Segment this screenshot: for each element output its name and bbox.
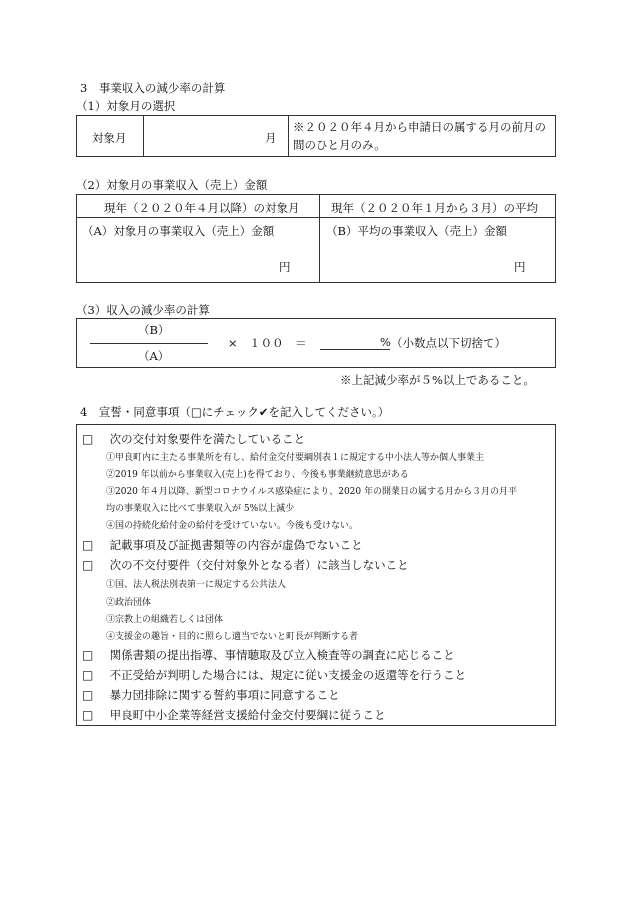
percent-input[interactable] <box>320 333 378 349</box>
checkbox-7[interactable]: □ <box>82 708 94 722</box>
oath-item-1-sub-3: ③2020 年４月以降、新型コロナウイルス感染症により、2020 年の開業日の属する月から３月の月平 <box>106 487 517 497</box>
section3-heading: 3 事業収入の減少率の計算 <box>80 81 226 95</box>
oath-item-1-sub-4: ④国の持続化給付金の給付を受けていない。今後も受けない。 <box>106 521 359 531</box>
subsection-target-month: （1）対象月の選択 <box>76 99 176 113</box>
checkbox-5[interactable]: □ <box>82 668 94 682</box>
percent-sign: % <box>380 335 391 349</box>
fraction-numerator: （B） <box>138 323 170 337</box>
multiply-100: × １００ ＝ <box>228 336 307 350</box>
checkbox-1[interactable]: □ <box>82 432 94 446</box>
oath-item-3-sub-3: ③宗教上の組織若しくは団体 <box>106 615 224 625</box>
oath-item-3-sub-2: ②政治団体 <box>106 598 152 608</box>
subsection-reduction: （3）収入の減少率の計算 <box>76 303 210 317</box>
oath-item-1-sub-3b: 均の事業収入に比べて事業収入が 5%以上減少 <box>106 504 295 514</box>
oath-item-1-text: 次の交付対象要件を満たしていること <box>109 432 306 446</box>
oath-item-7-text: 甲良町中小企業等経営支援給付金交付要綱に従うこと <box>109 708 386 722</box>
oath-item-3-text: 次の不交付要件（交付対象外となる者）に該当しないこと <box>109 558 409 572</box>
checkbox-3[interactable]: □ <box>82 558 94 572</box>
oath-item-6 <box>82 687 340 703</box>
rounding-note: （小数点以下切捨て） <box>391 336 506 350</box>
fraction-bar <box>90 343 208 344</box>
oath-item-3 <box>82 557 409 573</box>
revenue-a-input[interactable] <box>82 240 312 280</box>
revenue-a-yen: 円 <box>279 260 291 274</box>
oath-item-4-text: 関係書類の提出指導、事情聴取及び立入検査等の調査に応じること <box>109 648 455 662</box>
month-unit: 月 <box>265 131 277 145</box>
target-month-note-1: ※２０２０年４月から申請日の属する月の前月の <box>293 120 546 134</box>
subsection-revenue: （2）対象月の事業収入（売上）金額 <box>76 178 268 192</box>
oath-item-5 <box>82 667 466 683</box>
section4-heading: 4 宣誓・同意事項（□にチェック✔を記入してください。） <box>80 405 390 419</box>
oath-item-3-sub-1: ①国、法人税法別表第一に規定する公共法人 <box>106 580 287 590</box>
revenue-col2-header: 現年（２０２０年１月から３月）の平均 <box>331 201 538 215</box>
oath-item-1 <box>82 431 305 447</box>
oath-item-3-sub-4: ④支援金の趣旨・目的に照らし適当でないと町長が判断する者 <box>106 632 359 642</box>
checkbox-4[interactable]: □ <box>82 648 94 662</box>
oath-item-4 <box>82 647 455 663</box>
oath-item-2 <box>82 537 363 553</box>
revenue-a-label: （A）対象月の事業収入（売上）金額 <box>82 224 275 238</box>
requirement-note: ※上記減少率が５%以上であること。 <box>340 373 535 387</box>
revenue-b-yen: 円 <box>514 260 526 274</box>
oath-item-5-text: 不正受給が判明した場合には、規定に従い支援金の返還等を行うこと <box>109 668 467 682</box>
oath-item-6-text: 暴力団排除に関する誓約事項に同意すること <box>109 688 340 702</box>
oath-item-7 <box>82 707 386 723</box>
fraction-denominator: （A） <box>138 349 170 363</box>
oath-item-2-text: 記載事項及び証拠書類等の内容が虚偽でないこと <box>109 538 363 552</box>
checkbox-6[interactable]: □ <box>82 688 94 702</box>
percent-input-underline <box>320 349 390 350</box>
revenue-b-label: （B）平均の事業収入（売上）金額 <box>326 224 507 238</box>
oath-item-1-sub-2: ②2019 年以前から事業収入(売上)を得ており、今後も事業継続意思がある <box>106 470 409 480</box>
revenue-col1-header: 現年（２０２０年４月以降）の対象月 <box>104 201 300 215</box>
checkbox-2[interactable]: □ <box>82 538 94 552</box>
target-month-label: 対象月 <box>92 131 127 145</box>
target-month-note-2: 間のひと月のみ。 <box>293 138 386 152</box>
oath-item-1-sub-1: ①甲良町内に主たる事業所を有し、給付金交付要綱別表１に規定する中小法人等か個人事業主 <box>106 453 485 463</box>
